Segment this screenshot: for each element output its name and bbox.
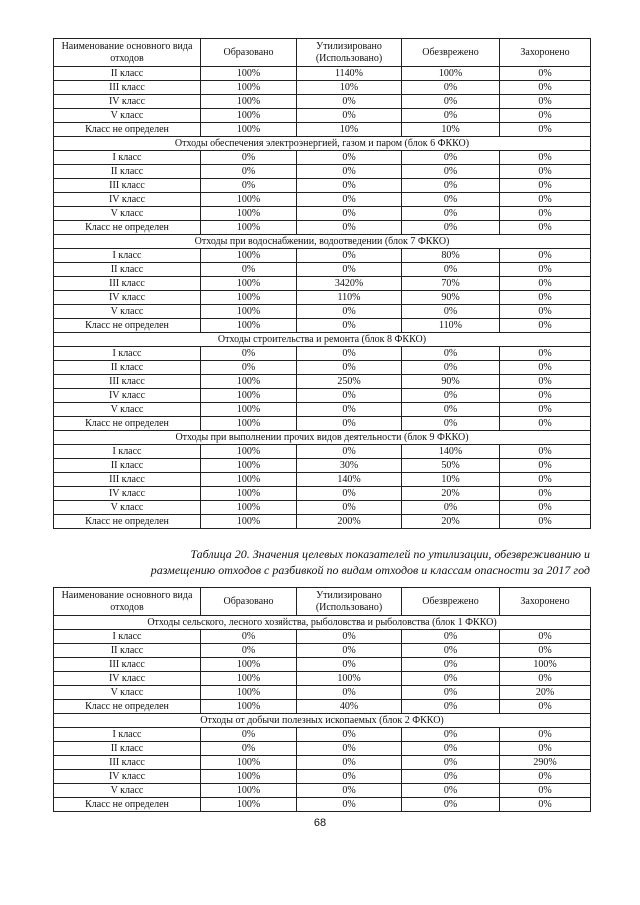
cell-neutralized: 0%: [402, 686, 500, 700]
cell-utilized: 0%: [297, 249, 402, 263]
cell-class: II класс: [54, 361, 201, 375]
table-row: [54, 672, 591, 686]
cell-buried: 0%: [500, 700, 591, 714]
cell-buried: 0%: [500, 81, 591, 95]
cell-class: V класс: [54, 784, 201, 798]
cell-class: Класс не определен: [54, 798, 201, 812]
cell-buried: 0%: [500, 165, 591, 179]
cell-neutralized: 0%: [402, 305, 500, 319]
cell-neutralized: 0%: [402, 347, 500, 361]
section-title: Отходы сельского, лесного хозяйства, рыболовства и рыболовства (блок 1 ФККО): [54, 616, 591, 630]
cell-buried: 0%: [500, 207, 591, 221]
cell-generated: 100%: [201, 291, 297, 305]
cell-class: II класс: [54, 459, 201, 473]
cell-neutralized: 90%: [402, 291, 500, 305]
table-header-row: [54, 39, 591, 67]
cell-generated: 0%: [201, 263, 297, 277]
cell-generated: 0%: [201, 728, 297, 742]
cell-generated: 100%: [201, 81, 297, 95]
cell-generated: 100%: [201, 672, 297, 686]
cell-buried: 0%: [500, 291, 591, 305]
cell-class: Класс не определен: [54, 221, 201, 235]
table-row: [54, 151, 591, 165]
section-row: [54, 616, 591, 630]
cell-neutralized: 10%: [402, 473, 500, 487]
cell-class: I класс: [54, 728, 201, 742]
cell-buried: 0%: [500, 389, 591, 403]
cell-class: V класс: [54, 403, 201, 417]
cell-neutralized: 0%: [402, 165, 500, 179]
cell-class: V класс: [54, 686, 201, 700]
cell-buried: 0%: [500, 515, 591, 529]
cell-utilized: 0%: [297, 742, 402, 756]
cell-buried: 0%: [500, 630, 591, 644]
cell-utilized: 0%: [297, 501, 402, 515]
table-row: [54, 375, 591, 389]
cell-class: III класс: [54, 756, 201, 770]
cell-buried: 0%: [500, 784, 591, 798]
cell-generated: 100%: [201, 305, 297, 319]
cell-neutralized: 0%: [402, 644, 500, 658]
table-row: [54, 263, 591, 277]
section-title: Отходы от добычи полезных ископаемых (блок 2 ФККО): [54, 714, 591, 728]
cell-neutralized: 0%: [402, 389, 500, 403]
cell-class: II класс: [54, 263, 201, 277]
header-neutralized: Обезврежено: [402, 39, 500, 67]
cell-generated: 0%: [201, 742, 297, 756]
section-row: [54, 333, 591, 347]
cell-utilized: 0%: [297, 305, 402, 319]
cell-class: Класс не определен: [54, 417, 201, 431]
cell-class: III класс: [54, 375, 201, 389]
table-body: [54, 616, 591, 812]
table-row: [54, 445, 591, 459]
caption-line-2: размещению отходов с разбивкой по видам отходов и классам опасности за 2017 год: [150, 563, 590, 577]
cell-buried: 0%: [500, 95, 591, 109]
cell-utilized: 0%: [297, 263, 402, 277]
cell-utilized: 100%: [297, 672, 402, 686]
cell-buried: 0%: [500, 193, 591, 207]
cell-generated: 0%: [201, 151, 297, 165]
cell-neutralized: 90%: [402, 375, 500, 389]
cell-neutralized: 0%: [402, 179, 500, 193]
table-row: [54, 361, 591, 375]
cell-neutralized: 0%: [402, 501, 500, 515]
cell-class: IV класс: [54, 672, 201, 686]
table-row: [54, 389, 591, 403]
cell-buried: 0%: [500, 742, 591, 756]
table-row: [54, 700, 591, 714]
cell-class: IV класс: [54, 193, 201, 207]
cell-class: III класс: [54, 179, 201, 193]
cell-neutralized: 10%: [402, 123, 500, 137]
cell-utilized: 110%: [297, 291, 402, 305]
cell-utilized: 40%: [297, 700, 402, 714]
cell-generated: 0%: [201, 644, 297, 658]
cell-generated: 100%: [201, 319, 297, 333]
cell-neutralized: 110%: [402, 319, 500, 333]
cell-class: V класс: [54, 305, 201, 319]
cell-utilized: 0%: [297, 644, 402, 658]
table-row: [54, 686, 591, 700]
cell-generated: 0%: [201, 165, 297, 179]
cell-generated: 100%: [201, 784, 297, 798]
cell-neutralized: 0%: [402, 700, 500, 714]
table-row: [54, 109, 591, 123]
cell-buried: 0%: [500, 672, 591, 686]
cell-neutralized: 0%: [402, 742, 500, 756]
table-row: [54, 784, 591, 798]
cell-buried: 0%: [500, 67, 591, 81]
cell-generated: 100%: [201, 193, 297, 207]
section-title: Отходы строительства и ремонта (блок 8 ФККО): [54, 333, 591, 347]
cell-utilized: 0%: [297, 151, 402, 165]
cell-buried: 0%: [500, 347, 591, 361]
cell-neutralized: 0%: [402, 361, 500, 375]
header-generated: Образовано: [201, 39, 297, 67]
cell-utilized: 0%: [297, 179, 402, 193]
cell-utilized: 0%: [297, 798, 402, 812]
table-row: [54, 515, 591, 529]
cell-generated: 100%: [201, 403, 297, 417]
header-buried: Захоронено: [500, 588, 591, 616]
cell-class: IV класс: [54, 95, 201, 109]
cell-buried: 0%: [500, 487, 591, 501]
cell-class: IV класс: [54, 770, 201, 784]
cell-class: I класс: [54, 347, 201, 361]
cell-generated: 0%: [201, 347, 297, 361]
cell-utilized: 0%: [297, 207, 402, 221]
table-row: [54, 291, 591, 305]
table-row: [54, 644, 591, 658]
waste-table-top: [53, 38, 591, 529]
section-row: [54, 235, 591, 249]
table-row: [54, 81, 591, 95]
cell-generated: 100%: [201, 487, 297, 501]
cell-generated: 100%: [201, 798, 297, 812]
header-generated: Образовано: [201, 588, 297, 616]
cell-generated: 0%: [201, 630, 297, 644]
cell-buried: 0%: [500, 417, 591, 431]
header-buried: Захоронено: [500, 39, 591, 67]
cell-neutralized: 0%: [402, 728, 500, 742]
cell-buried: 0%: [500, 361, 591, 375]
cell-buried: 0%: [500, 263, 591, 277]
cell-generated: 0%: [201, 179, 297, 193]
cell-neutralized: 0%: [402, 658, 500, 672]
table-row: [54, 305, 591, 319]
cell-generated: 100%: [201, 109, 297, 123]
cell-neutralized: 0%: [402, 207, 500, 221]
table-row: [54, 658, 591, 672]
header-waste-type: Наименование основного вида отходов: [54, 588, 201, 616]
cell-neutralized: 70%: [402, 277, 500, 291]
cell-neutralized: 0%: [402, 151, 500, 165]
header-neutralized: Обезврежено: [402, 588, 500, 616]
cell-utilized: 0%: [297, 319, 402, 333]
table-row: [54, 770, 591, 784]
table-row: [54, 347, 591, 361]
cell-generated: 100%: [201, 123, 297, 137]
cell-utilized: 0%: [297, 417, 402, 431]
cell-neutralized: 0%: [402, 193, 500, 207]
cell-buried: 0%: [500, 179, 591, 193]
cell-buried: 0%: [500, 249, 591, 263]
cell-neutralized: 100%: [402, 67, 500, 81]
cell-utilized: 0%: [297, 389, 402, 403]
header-waste-type: Наименование основного вида отходов: [54, 39, 201, 67]
cell-generated: 100%: [201, 95, 297, 109]
cell-class: Класс не определен: [54, 515, 201, 529]
cell-utilized: 0%: [297, 403, 402, 417]
table-row: [54, 630, 591, 644]
cell-generated: 100%: [201, 686, 297, 700]
cell-utilized: 0%: [297, 686, 402, 700]
cell-class: Класс не определен: [54, 700, 201, 714]
cell-class: I класс: [54, 151, 201, 165]
cell-class: II класс: [54, 742, 201, 756]
cell-neutralized: 0%: [402, 417, 500, 431]
cell-utilized: 0%: [297, 728, 402, 742]
cell-generated: 100%: [201, 67, 297, 81]
cell-neutralized: 0%: [402, 770, 500, 784]
table-row: [54, 95, 591, 109]
cell-buried: 0%: [500, 728, 591, 742]
section-title: Отходы при выполнении прочих видов деятельности (блок 9 ФККО): [54, 431, 591, 445]
cell-buried: 0%: [500, 109, 591, 123]
cell-utilized: 0%: [297, 630, 402, 644]
section-row: [54, 431, 591, 445]
cell-generated: 100%: [201, 770, 297, 784]
cell-buried: 0%: [500, 501, 591, 515]
header-utilized: Утилизировано (Использовано): [297, 588, 402, 616]
table-caption: [100, 546, 590, 578]
cell-class: IV класс: [54, 389, 201, 403]
cell-utilized: 140%: [297, 473, 402, 487]
cell-generated: 100%: [201, 375, 297, 389]
cell-class: I класс: [54, 249, 201, 263]
cell-class: I класс: [54, 445, 201, 459]
cell-buried: 0%: [500, 305, 591, 319]
cell-buried: 20%: [500, 686, 591, 700]
cell-class: IV класс: [54, 291, 201, 305]
table-row: [54, 277, 591, 291]
cell-neutralized: 0%: [402, 81, 500, 95]
cell-class: II класс: [54, 67, 201, 81]
cell-utilized: 0%: [297, 347, 402, 361]
table-row: [54, 193, 591, 207]
cell-neutralized: 0%: [402, 221, 500, 235]
section-title: Отходы обеспечения электроэнергией, газом и паром (блок 6 ФККО): [54, 137, 591, 151]
table-row: [54, 221, 591, 235]
table-row: [54, 756, 591, 770]
cell-utilized: 0%: [297, 165, 402, 179]
cell-neutralized: 50%: [402, 459, 500, 473]
cell-generated: 100%: [201, 207, 297, 221]
cell-utilized: 0%: [297, 361, 402, 375]
table-row: [54, 742, 591, 756]
cell-neutralized: 0%: [402, 672, 500, 686]
table-row: [54, 165, 591, 179]
cell-neutralized: 20%: [402, 487, 500, 501]
cell-utilized: 3420%: [297, 277, 402, 291]
cell-class: V класс: [54, 207, 201, 221]
cell-generated: 100%: [201, 221, 297, 235]
caption-line-1: Таблица 20. Значения целевых показателей по утилизации, обезвреживанию и: [190, 547, 590, 561]
cell-buried: 0%: [500, 375, 591, 389]
table-row: [54, 123, 591, 137]
cell-utilized: 0%: [297, 221, 402, 235]
header-utilized: Утилизировано (Использовано): [297, 39, 402, 67]
cell-buried: 0%: [500, 473, 591, 487]
cell-generated: 100%: [201, 501, 297, 515]
cell-utilized: 10%: [297, 81, 402, 95]
cell-utilized: 10%: [297, 123, 402, 137]
cell-generated: 0%: [201, 361, 297, 375]
cell-buried: 0%: [500, 123, 591, 137]
cell-neutralized: 140%: [402, 445, 500, 459]
cell-class: Класс не определен: [54, 319, 201, 333]
cell-neutralized: 0%: [402, 756, 500, 770]
table-row: [54, 67, 591, 81]
cell-class: Класс не определен: [54, 123, 201, 137]
cell-buried: 0%: [500, 403, 591, 417]
cell-generated: 100%: [201, 249, 297, 263]
cell-utilized: 0%: [297, 770, 402, 784]
cell-buried: 0%: [500, 151, 591, 165]
table-row: [54, 207, 591, 221]
cell-neutralized: 0%: [402, 109, 500, 123]
cell-neutralized: 0%: [402, 798, 500, 812]
cell-neutralized: 0%: [402, 784, 500, 798]
cell-class: IV класс: [54, 487, 201, 501]
cell-buried: 0%: [500, 798, 591, 812]
table-header-row: [54, 588, 591, 616]
table-row: [54, 487, 591, 501]
table-row: [54, 728, 591, 742]
cell-buried: 0%: [500, 277, 591, 291]
waste-table-bottom: [53, 587, 591, 812]
cell-neutralized: 0%: [402, 403, 500, 417]
cell-generated: 100%: [201, 389, 297, 403]
section-row: [54, 714, 591, 728]
cell-neutralized: 0%: [402, 263, 500, 277]
table-row: [54, 319, 591, 333]
cell-generated: 100%: [201, 417, 297, 431]
section-row: [54, 137, 591, 151]
table-row: [54, 501, 591, 515]
cell-utilized: 0%: [297, 784, 402, 798]
cell-utilized: 0%: [297, 445, 402, 459]
table-row: [54, 403, 591, 417]
cell-utilized: 30%: [297, 459, 402, 473]
cell-buried: 0%: [500, 644, 591, 658]
cell-neutralized: 0%: [402, 95, 500, 109]
cell-generated: 100%: [201, 700, 297, 714]
cell-buried: 0%: [500, 459, 591, 473]
table-row: [54, 459, 591, 473]
cell-buried: 290%: [500, 756, 591, 770]
cell-generated: 100%: [201, 445, 297, 459]
cell-utilized: 1140%: [297, 67, 402, 81]
cell-buried: 0%: [500, 221, 591, 235]
page-number: 68: [313, 817, 327, 829]
section-title: Отходы при водоснабжении, водоотведении (блок 7 ФККО): [54, 235, 591, 249]
cell-generated: 100%: [201, 473, 297, 487]
cell-buried: 0%: [500, 445, 591, 459]
cell-generated: 100%: [201, 515, 297, 529]
cell-utilized: 0%: [297, 109, 402, 123]
cell-class: III класс: [54, 81, 201, 95]
cell-class: I класс: [54, 630, 201, 644]
cell-buried: 0%: [500, 770, 591, 784]
cell-buried: 100%: [500, 658, 591, 672]
cell-generated: 100%: [201, 658, 297, 672]
cell-class: II класс: [54, 165, 201, 179]
cell-utilized: 0%: [297, 487, 402, 501]
table-body: [54, 67, 591, 529]
table-row: [54, 179, 591, 193]
table-row: [54, 417, 591, 431]
cell-class: V класс: [54, 109, 201, 123]
cell-utilized: 0%: [297, 658, 402, 672]
cell-generated: 100%: [201, 277, 297, 291]
cell-utilized: 250%: [297, 375, 402, 389]
cell-utilized: 0%: [297, 193, 402, 207]
cell-neutralized: 80%: [402, 249, 500, 263]
cell-class: V класс: [54, 501, 201, 515]
cell-class: II класс: [54, 644, 201, 658]
cell-class: III класс: [54, 658, 201, 672]
cell-class: III класс: [54, 473, 201, 487]
cell-class: III класс: [54, 277, 201, 291]
cell-generated: 100%: [201, 756, 297, 770]
cell-generated: 100%: [201, 459, 297, 473]
cell-buried: 0%: [500, 319, 591, 333]
table-row: [54, 249, 591, 263]
table-row: [54, 798, 591, 812]
table-row: [54, 473, 591, 487]
cell-utilized: 200%: [297, 515, 402, 529]
cell-utilized: 0%: [297, 95, 402, 109]
cell-neutralized: 0%: [402, 630, 500, 644]
cell-utilized: 0%: [297, 756, 402, 770]
cell-neutralized: 20%: [402, 515, 500, 529]
